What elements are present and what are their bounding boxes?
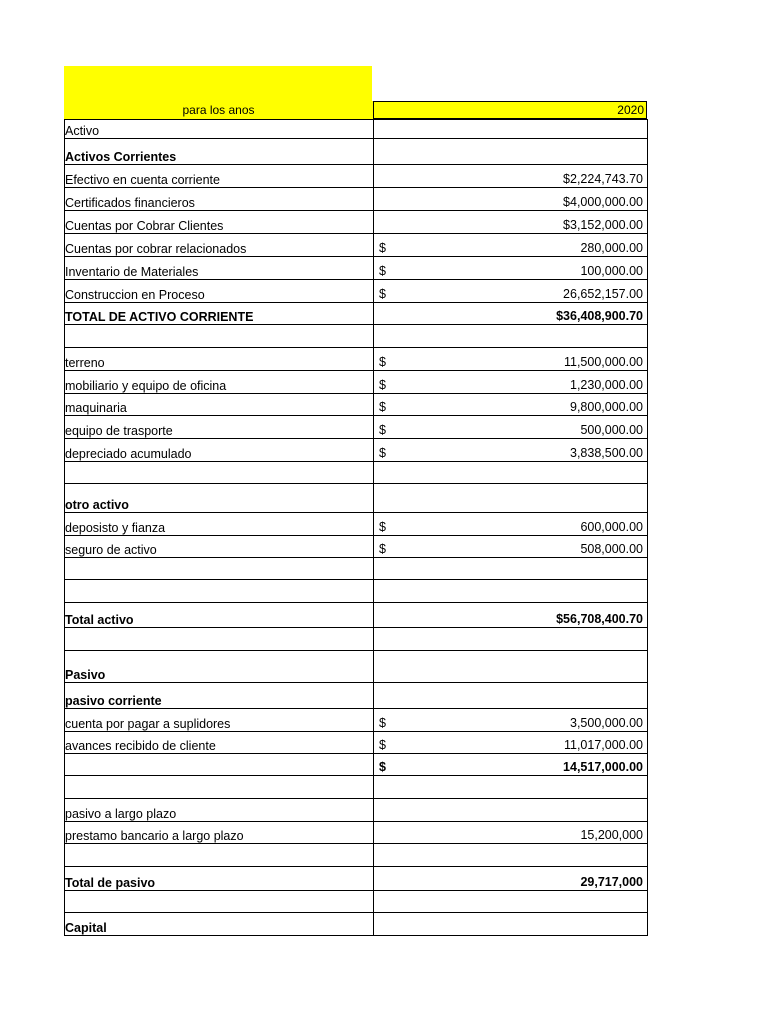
row-label[interactable]: Construccion en Proceso: [65, 280, 374, 303]
table-row: [65, 484, 648, 513]
table-row: [65, 651, 648, 683]
value-cell[interactable]: [374, 776, 648, 799]
value-cell[interactable]: [374, 234, 648, 257]
value-cell[interactable]: [374, 439, 648, 462]
table-row: [65, 325, 648, 348]
section-title-activo[interactable]: Activo: [65, 120, 374, 139]
empty-cell[interactable]: [65, 754, 374, 776]
value-cell[interactable]: [374, 651, 648, 683]
currency-symbol: $: [379, 760, 386, 774]
amount: 26,652,157.00: [563, 287, 643, 301]
amount: $3,152,000.00: [563, 218, 643, 232]
empty-cell[interactable]: [65, 628, 374, 651]
currency-symbol: $: [379, 400, 386, 414]
row-label[interactable]: mobiliario y equipo de oficina: [65, 371, 374, 394]
value-cell[interactable]: [374, 348, 648, 371]
value-cell[interactable]: [374, 462, 648, 484]
value-cell[interactable]: [374, 683, 648, 709]
value-cell[interactable]: [374, 844, 648, 867]
value-cell[interactable]: [374, 913, 648, 936]
empty-cell[interactable]: [65, 891, 374, 913]
amount: 100,000.00: [580, 264, 643, 278]
value-cell[interactable]: [374, 799, 648, 822]
value-cell[interactable]: [374, 732, 648, 754]
row-label[interactable]: prestamo bancario a largo plazo: [65, 822, 374, 844]
table-row: [65, 683, 648, 709]
empty-cell[interactable]: [65, 462, 374, 484]
row-label[interactable]: deposisto y fianza: [65, 513, 374, 536]
currency-symbol: $: [379, 716, 386, 730]
amount: 280,000.00: [580, 241, 643, 255]
value-cell[interactable]: [374, 325, 648, 348]
value-cell[interactable]: [374, 628, 648, 651]
table-row: [65, 603, 648, 628]
row-label[interactable]: seguro de activo: [65, 536, 374, 558]
table-row: [65, 303, 648, 325]
row-label[interactable]: Cuentas por Cobrar Clientes: [65, 211, 374, 234]
value-cell[interactable]: [374, 822, 648, 844]
section-title-otro-activo[interactable]: otro activo: [65, 484, 374, 513]
table-row: [65, 628, 648, 651]
value-cell[interactable]: [374, 513, 648, 536]
period-label: para los anos: [64, 101, 373, 119]
value-cell[interactable]: [374, 211, 648, 234]
table-row: [65, 439, 648, 462]
currency-symbol: $: [379, 241, 386, 255]
table-row: [65, 394, 648, 416]
amount: 9,800,000.00: [570, 400, 643, 414]
table-row: [65, 867, 648, 891]
amount: 1,230,000.00: [570, 378, 643, 392]
empty-cell[interactable]: [65, 776, 374, 799]
empty-cell[interactable]: [65, 844, 374, 867]
currency-symbol: $: [379, 287, 386, 301]
value-cell[interactable]: [374, 371, 648, 394]
value-cell-subtotal[interactable]: [374, 754, 648, 776]
table-row: [65, 754, 648, 776]
value-cell[interactable]: [374, 394, 648, 416]
currency-symbol: $: [379, 738, 386, 752]
row-label[interactable]: depreciado acumulado: [65, 439, 374, 462]
row-label[interactable]: pasivo a largo plazo: [65, 799, 374, 822]
table-row: [65, 513, 648, 536]
row-label[interactable]: terreno: [65, 348, 374, 371]
table-row: [65, 257, 648, 280]
table-row: [65, 348, 648, 371]
row-label[interactable]: cuenta por pagar a suplidores: [65, 709, 374, 732]
header-fill-block: [64, 66, 372, 101]
value-cell[interactable]: [374, 580, 648, 603]
table-row: [65, 558, 648, 580]
table-row: [65, 371, 648, 394]
currency-symbol: $: [379, 378, 386, 392]
value-cell[interactable]: [374, 416, 648, 439]
row-label[interactable]: Activos Corrientes: [65, 139, 374, 165]
row-label[interactable]: equipo de trasporte: [65, 416, 374, 439]
section-title-capital[interactable]: Capital: [65, 913, 374, 936]
amount: 15,200,000: [580, 828, 643, 842]
table-row: [65, 234, 648, 257]
value-cell[interactable]: [374, 558, 648, 580]
table-row: [65, 416, 648, 439]
amount: 508,000.00: [580, 542, 643, 556]
row-label[interactable]: avances recibido de cliente: [65, 732, 374, 754]
row-label[interactable]: Certificados financieros: [65, 188, 374, 211]
amount: 500,000.00: [580, 423, 643, 437]
balance-sheet-table: [64, 119, 648, 936]
table-row: [65, 776, 648, 799]
value-cell[interactable]: [374, 536, 648, 558]
value-cell[interactable]: [374, 484, 648, 513]
amount: $36,408,900.70: [556, 309, 643, 323]
value-cell[interactable]: [374, 891, 648, 913]
table-row: [65, 536, 648, 558]
currency-symbol: $: [379, 423, 386, 437]
currency-symbol: $: [379, 355, 386, 369]
empty-cell[interactable]: [65, 325, 374, 348]
table-row: [65, 211, 648, 234]
table-row: [65, 280, 648, 303]
amount: [374, 934, 647, 935]
table-row: [65, 139, 648, 165]
table-row: [65, 580, 648, 603]
value-cell[interactable]: [374, 303, 648, 325]
year-header[interactable]: 2020: [373, 101, 647, 119]
value-cell[interactable]: [374, 709, 648, 732]
empty-cell[interactable]: [65, 558, 374, 580]
section-title-pasivo[interactable]: Pasivo: [65, 651, 374, 683]
table-row: [65, 913, 648, 936]
row-label-total-activo[interactable]: Total activo: [65, 603, 374, 628]
currency-symbol: $: [379, 264, 386, 278]
table-row: [65, 799, 648, 822]
value-cell[interactable]: [374, 280, 648, 303]
table-row: [65, 165, 648, 188]
currency-symbol: $: [379, 520, 386, 534]
table-row: [65, 844, 648, 867]
table-row: [65, 732, 648, 754]
amount: 14,517,000.00: [563, 760, 643, 774]
amount: $56,708,400.70: [556, 612, 643, 626]
row-label[interactable]: Efectivo en cuenta corriente: [65, 165, 374, 188]
amount: 29,717,000: [580, 875, 643, 889]
table-row: [65, 709, 648, 732]
amount: 600,000.00: [580, 520, 643, 534]
table-row: [65, 462, 648, 484]
amount: 11,017,000.00: [563, 738, 643, 752]
currency-symbol: $: [379, 446, 386, 460]
table-row: [65, 120, 648, 139]
row-label[interactable]: Inventario de Materiales: [65, 257, 374, 280]
amount: 3,838,500.00: [570, 446, 643, 460]
value-cell[interactable]: [374, 867, 648, 891]
currency-symbol: $: [379, 542, 386, 556]
amount: $4,000,000.00: [563, 195, 643, 209]
value-cell[interactable]: [374, 257, 648, 280]
row-label[interactable]: maquinaria: [65, 394, 374, 416]
row-label-total-current-assets[interactable]: TOTAL DE ACTIVO CORRIENTE: [65, 303, 374, 325]
table-row: [65, 188, 648, 211]
row-label-total-pasivo[interactable]: Total de pasivo: [65, 867, 374, 891]
row-label[interactable]: Cuentas por cobrar relacionados: [65, 234, 374, 257]
table-row: [65, 891, 648, 913]
section-title-pasivo-corriente[interactable]: pasivo corriente: [65, 683, 374, 709]
empty-cell[interactable]: [65, 580, 374, 603]
value-cell[interactable]: [374, 188, 648, 211]
amount: $2,224,743.70: [563, 172, 643, 186]
value-cell[interactable]: [374, 139, 648, 165]
value-cell[interactable]: [374, 165, 648, 188]
value-cell[interactable]: [374, 603, 648, 628]
value-cell[interactable]: [374, 120, 648, 139]
amount: 11,500,000.00: [563, 355, 643, 369]
table-row: [65, 822, 648, 844]
amount: 3,500,000.00: [570, 716, 643, 730]
